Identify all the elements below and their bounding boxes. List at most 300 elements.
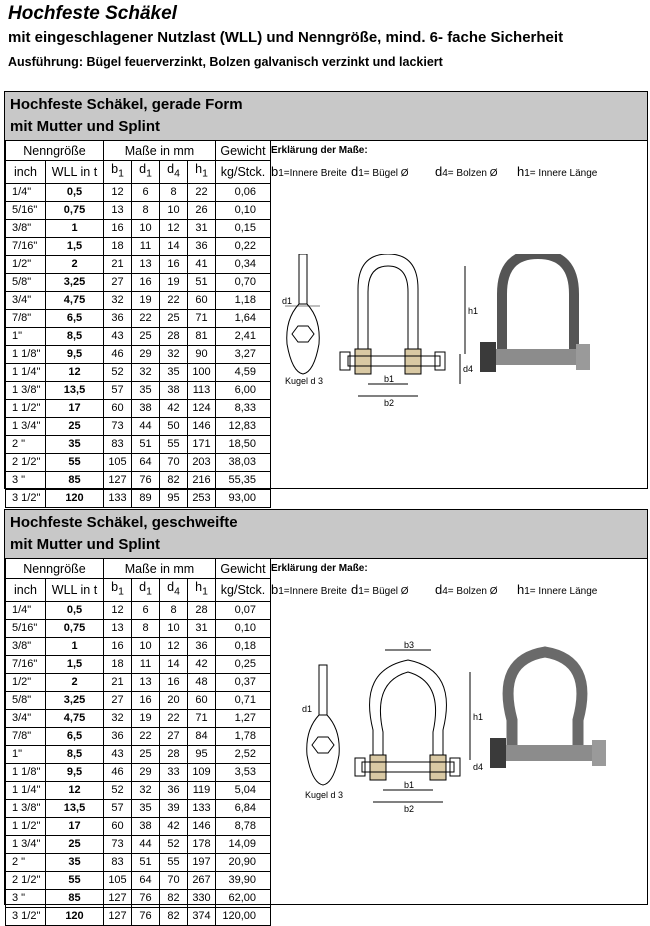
- cell-wll: 8,5: [46, 745, 104, 763]
- cell-inch: 5/16": [6, 201, 46, 219]
- cell-d4: 8: [160, 183, 188, 201]
- cell-inch: 5/8": [6, 691, 46, 709]
- cell-inch: 7/16": [6, 237, 46, 255]
- table-row: [6, 345, 271, 363]
- cell-wll: 1,5: [46, 655, 104, 673]
- cell-h1: 146: [188, 817, 216, 835]
- legend-d4: d4= Bolzen Ø: [435, 164, 498, 179]
- cell-kg: 55,35: [216, 471, 271, 489]
- table-row: [6, 489, 271, 507]
- section-title-line2: mit Mutter und Splint: [10, 536, 160, 553]
- cell-d1: 35: [132, 799, 160, 817]
- cell-d1: 8: [132, 201, 160, 219]
- cell-wll: 13,5: [46, 381, 104, 399]
- cell-h1: 267: [188, 871, 216, 889]
- cell-kg: 0,07: [216, 601, 271, 619]
- table-row: [6, 691, 271, 709]
- cell-h1: 95: [188, 745, 216, 763]
- cell-h1: 84: [188, 727, 216, 745]
- page-title: Hochfeste Schäkel: [8, 3, 177, 24]
- legend-b1: b1=Innere Breite: [271, 582, 347, 597]
- cell-d1: 13: [132, 673, 160, 691]
- cell-d1: 29: [132, 345, 160, 363]
- cell-inch: 1 1/2": [6, 817, 46, 835]
- cell-b1: 36: [104, 727, 132, 745]
- table-row: [6, 763, 271, 781]
- cell-b1: 105: [104, 871, 132, 889]
- table-row: [6, 309, 271, 327]
- legend-d1: d1= Bügel Ø: [351, 582, 409, 597]
- table-row: [6, 835, 271, 853]
- cell-inch: 1/2": [6, 673, 46, 691]
- cell-h1: 119: [188, 781, 216, 799]
- cell-wll: 1: [46, 637, 104, 655]
- cell-h1: 330: [188, 889, 216, 907]
- header-wll: WLL in t: [46, 161, 104, 184]
- section-title-line1: Hochfeste Schäkel, geschweifte: [10, 514, 238, 531]
- cell-inch: 3 1/2": [6, 907, 46, 925]
- cell-d4: 95: [160, 489, 188, 507]
- cell-d4: 70: [160, 453, 188, 471]
- cell-b1: 105: [104, 453, 132, 471]
- cell-wll: 3,25: [46, 273, 104, 291]
- cell-wll: 0,75: [46, 619, 104, 637]
- cell-h1: 109: [188, 763, 216, 781]
- cell-kg: 93,00: [216, 489, 271, 507]
- table-row: [6, 291, 271, 309]
- header-weight: Gewicht: [216, 141, 271, 161]
- cell-d1: 32: [132, 363, 160, 381]
- header-weight: Gewicht: [216, 559, 271, 579]
- cell-wll: 9,5: [46, 763, 104, 781]
- cell-h1: 146: [188, 417, 216, 435]
- cell-b1: 12: [104, 183, 132, 201]
- cell-b1: 13: [104, 619, 132, 637]
- cell-kg: 4,59: [216, 363, 271, 381]
- cell-kg: 0,70: [216, 273, 271, 291]
- cell-d1: 76: [132, 471, 160, 489]
- section-title-line2: mit Mutter und Splint: [10, 118, 160, 135]
- cell-inch: 1 3/8": [6, 799, 46, 817]
- cell-h1: 36: [188, 637, 216, 655]
- cell-kg: 8,78: [216, 817, 271, 835]
- cell-wll: 2: [46, 255, 104, 273]
- cell-d1: 76: [132, 907, 160, 925]
- cell-h1: 216: [188, 471, 216, 489]
- cell-wll: 12: [46, 781, 104, 799]
- legend-d1: d1= Bügel Ø: [351, 164, 409, 179]
- cell-d1: 89: [132, 489, 160, 507]
- cell-d1: 51: [132, 435, 160, 453]
- cell-b1: 27: [104, 273, 132, 291]
- cell-inch: 7/8": [6, 727, 46, 745]
- cell-d1: 32: [132, 781, 160, 799]
- cell-b1: 57: [104, 799, 132, 817]
- cell-h1: 171: [188, 435, 216, 453]
- cell-d1: 10: [132, 219, 160, 237]
- header-size: Nenngröße: [6, 559, 104, 579]
- cell-h1: 31: [188, 619, 216, 637]
- cell-d4: 82: [160, 907, 188, 925]
- cell-inch: 1": [6, 745, 46, 763]
- cell-inch: 3/4": [6, 709, 46, 727]
- cell-d1: 16: [132, 691, 160, 709]
- cell-wll: 12: [46, 363, 104, 381]
- table-row: [6, 453, 271, 471]
- table-row: [6, 327, 271, 345]
- cell-b1: 73: [104, 417, 132, 435]
- cell-b1: 32: [104, 291, 132, 309]
- cell-b1: 127: [104, 907, 132, 925]
- cell-d1: 19: [132, 291, 160, 309]
- table-row: [6, 601, 271, 619]
- legend-h1: h1= Innere Länge: [517, 582, 598, 597]
- cell-kg: 0,06: [216, 183, 271, 201]
- header-b1: $b_1$: [104, 579, 132, 602]
- cell-h1: 253: [188, 489, 216, 507]
- cell-inch: 1 1/4": [6, 781, 46, 799]
- cell-b1: 52: [104, 363, 132, 381]
- header-size: Nenngröße: [6, 141, 104, 161]
- cell-d4: 39: [160, 799, 188, 817]
- cell-kg: 0,22: [216, 237, 271, 255]
- cell-h1: 26: [188, 201, 216, 219]
- table-row: [6, 853, 271, 871]
- cell-b1: 127: [104, 471, 132, 489]
- cell-d1: 44: [132, 835, 160, 853]
- cell-wll: 35: [46, 853, 104, 871]
- cell-b1: 46: [104, 763, 132, 781]
- cell-d1: 6: [132, 601, 160, 619]
- header-dims: Maße in mm: [104, 141, 216, 161]
- section-title: [5, 510, 647, 559]
- shackle-front-view: [340, 254, 465, 396]
- cell-wll: 6,5: [46, 309, 104, 327]
- table-row: [6, 889, 271, 907]
- cell-d1: 38: [132, 399, 160, 417]
- cell-kg: 2,41: [216, 327, 271, 345]
- cell-d4: 35: [160, 363, 188, 381]
- cell-d1: 25: [132, 745, 160, 763]
- cell-inch: 2 ": [6, 853, 46, 871]
- cell-wll: 2: [46, 673, 104, 691]
- cell-d1: 35: [132, 381, 160, 399]
- cell-wll: 8,5: [46, 327, 104, 345]
- cell-kg: 1,64: [216, 309, 271, 327]
- page-subtitle: mit eingeschlagener Nutzlast (WLL) und Nenngröße, mind. 6- fache Sicherheit: [8, 29, 564, 46]
- cell-d4: 12: [160, 219, 188, 237]
- cell-kg: 14,09: [216, 835, 271, 853]
- cell-h1: 31: [188, 219, 216, 237]
- table-row: [6, 399, 271, 417]
- cell-inch: 2 ": [6, 435, 46, 453]
- cell-wll: 1,5: [46, 237, 104, 255]
- bow-shackle-photo: [508, 652, 582, 750]
- cell-b1: 32: [104, 709, 132, 727]
- header-dims: Maße in mm: [104, 559, 216, 579]
- section-straight-shackle: [4, 91, 648, 504]
- table-row: [6, 871, 271, 889]
- cell-inch: 1/4": [6, 601, 46, 619]
- cell-d4: 12: [160, 637, 188, 655]
- label-kugel: Kugel d 3: [305, 790, 344, 800]
- cell-h1: 48: [188, 673, 216, 691]
- cell-kg: 0,37: [216, 673, 271, 691]
- cell-inch: 1 3/4": [6, 835, 46, 853]
- cell-kg: 20,90: [216, 853, 271, 871]
- cell-wll: 35: [46, 435, 104, 453]
- cell-b1: 18: [104, 237, 132, 255]
- spec-table: [5, 140, 271, 508]
- table-row: [6, 817, 271, 835]
- cell-inch: 1 1/8": [6, 763, 46, 781]
- cell-b1: 57: [104, 381, 132, 399]
- cell-d1: 16: [132, 273, 160, 291]
- cell-d1: 11: [132, 655, 160, 673]
- section-title: [5, 92, 647, 141]
- label-h1: h1: [473, 712, 484, 722]
- cell-b1: 133: [104, 489, 132, 507]
- cell-b1: 13: [104, 201, 132, 219]
- cell-wll: 13,5: [46, 799, 104, 817]
- cell-d4: 10: [160, 619, 188, 637]
- cell-d4: 28: [160, 327, 188, 345]
- section-bow-shackle: [4, 509, 648, 922]
- cell-d4: 16: [160, 673, 188, 691]
- header-h1: $h_1$: [188, 579, 216, 602]
- cell-b1: 127: [104, 889, 132, 907]
- cell-d4: 38: [160, 381, 188, 399]
- cell-d4: 16: [160, 255, 188, 273]
- cell-h1: 42: [188, 655, 216, 673]
- cell-d1: 64: [132, 871, 160, 889]
- cell-wll: 17: [46, 399, 104, 417]
- cell-h1: 71: [188, 709, 216, 727]
- table-row: [6, 381, 271, 399]
- cell-inch: 2 1/2": [6, 871, 46, 889]
- cell-d4: 55: [160, 853, 188, 871]
- cell-b1: 52: [104, 781, 132, 799]
- cell-h1: 81: [188, 327, 216, 345]
- cell-d4: 42: [160, 817, 188, 835]
- cell-d4: 33: [160, 763, 188, 781]
- cell-kg: 0,18: [216, 637, 271, 655]
- cell-wll: 4,75: [46, 709, 104, 727]
- cell-b1: 21: [104, 673, 132, 691]
- cell-d4: 52: [160, 835, 188, 853]
- label-h1: h1: [468, 306, 479, 316]
- cell-b1: 83: [104, 435, 132, 453]
- table-row: [6, 745, 271, 763]
- cell-d4: 50: [160, 417, 188, 435]
- cell-inch: 3 1/2": [6, 489, 46, 507]
- legend-b1: b1=Innere Breite: [271, 164, 347, 179]
- cell-kg: 38,03: [216, 453, 271, 471]
- cell-h1: 197: [188, 853, 216, 871]
- cell-wll: 0,5: [46, 183, 104, 201]
- cell-d4: 70: [160, 871, 188, 889]
- cell-b1: 18: [104, 655, 132, 673]
- cell-b1: 73: [104, 835, 132, 853]
- label-d4: d4: [463, 364, 474, 374]
- cell-kg: 0,10: [216, 201, 271, 219]
- cell-wll: 120: [46, 907, 104, 925]
- spec-table: [5, 558, 271, 926]
- cell-inch: 5/16": [6, 619, 46, 637]
- cell-inch: 1 1/2": [6, 399, 46, 417]
- cell-d4: 19: [160, 273, 188, 291]
- label-kugel: Kugel d 3: [285, 376, 324, 386]
- cell-wll: 1: [46, 219, 104, 237]
- cell-inch: 2 1/2": [6, 453, 46, 471]
- cell-h1: 36: [188, 237, 216, 255]
- cell-inch: 3/8": [6, 637, 46, 655]
- cell-wll: 6,5: [46, 727, 104, 745]
- cell-kg: 3,53: [216, 763, 271, 781]
- cell-wll: 4,75: [46, 291, 104, 309]
- cell-d4: 42: [160, 399, 188, 417]
- cell-wll: 55: [46, 871, 104, 889]
- cell-b1: 21: [104, 255, 132, 273]
- header-inch: inch: [6, 579, 46, 602]
- cell-wll: 9,5: [46, 345, 104, 363]
- cell-d4: 22: [160, 291, 188, 309]
- label-d1: d1: [282, 296, 293, 306]
- header-inch: inch: [6, 161, 46, 184]
- table-row: [6, 363, 271, 381]
- cell-b1: 27: [104, 691, 132, 709]
- cell-kg: 1,18: [216, 291, 271, 309]
- header-kg: kg/Stck.: [216, 579, 271, 602]
- cell-d4: 36: [160, 781, 188, 799]
- table-row: [6, 219, 271, 237]
- cell-h1: 178: [188, 835, 216, 853]
- cell-b1: 43: [104, 327, 132, 345]
- cell-h1: 113: [188, 381, 216, 399]
- section-title-line1: Hochfeste Schäkel, gerade Form: [10, 96, 243, 113]
- table-row: [6, 799, 271, 817]
- table-row: [6, 673, 271, 691]
- cell-kg: 8,33: [216, 399, 271, 417]
- cell-b1: 60: [104, 817, 132, 835]
- table-row: [6, 619, 271, 637]
- cell-d1: 13: [132, 255, 160, 273]
- table-row: [6, 637, 271, 655]
- cell-inch: 3 ": [6, 889, 46, 907]
- cell-d4: 32: [160, 345, 188, 363]
- cell-kg: 0,34: [216, 255, 271, 273]
- cell-d4: 8: [160, 601, 188, 619]
- cell-b1: 60: [104, 399, 132, 417]
- cell-kg: 5,04: [216, 781, 271, 799]
- cell-d4: 10: [160, 201, 188, 219]
- shackle-side-body: [299, 254, 307, 304]
- header-h1: $h_1$: [188, 161, 216, 184]
- table-row: [6, 435, 271, 453]
- cell-b1: 43: [104, 745, 132, 763]
- cell-wll: 25: [46, 835, 104, 853]
- cell-d1: 44: [132, 417, 160, 435]
- cell-wll: 17: [46, 817, 104, 835]
- header-wll: WLL in t: [46, 579, 104, 602]
- cell-b1: 12: [104, 601, 132, 619]
- cell-d1: 29: [132, 763, 160, 781]
- table-row: [6, 237, 271, 255]
- table-row: [6, 471, 271, 489]
- cell-h1: 41: [188, 255, 216, 273]
- label-b2: b2: [404, 804, 415, 814]
- cell-h1: 133: [188, 799, 216, 817]
- bow-shackle-drawing: [300, 640, 620, 815]
- cell-d1: 11: [132, 237, 160, 255]
- table-row: [6, 907, 271, 925]
- cell-b1: 46: [104, 345, 132, 363]
- cell-d4: 28: [160, 745, 188, 763]
- cell-h1: 51: [188, 273, 216, 291]
- cell-h1: 374: [188, 907, 216, 925]
- cell-wll: 85: [46, 889, 104, 907]
- cell-inch: 5/8": [6, 273, 46, 291]
- header-kg: kg/Stck.: [216, 161, 271, 184]
- cell-b1: 16: [104, 637, 132, 655]
- label-b1: b1: [384, 374, 395, 384]
- legend-d4: d4= Bolzen Ø: [435, 582, 498, 597]
- cell-inch: 1 1/4": [6, 363, 46, 381]
- label-b3: b3: [404, 640, 415, 650]
- cell-wll: 85: [46, 471, 104, 489]
- cell-inch: 3/8": [6, 219, 46, 237]
- cell-kg: 6,00: [216, 381, 271, 399]
- cell-wll: 120: [46, 489, 104, 507]
- cell-d1: 25: [132, 327, 160, 345]
- label-d1: d1: [302, 704, 313, 714]
- cell-kg: 1,78: [216, 727, 271, 745]
- cell-d1: 19: [132, 709, 160, 727]
- cell-inch: 3 ": [6, 471, 46, 489]
- cell-inch: 1": [6, 327, 46, 345]
- cell-kg: 62,00: [216, 889, 271, 907]
- header-d1: $d_1$: [132, 579, 160, 602]
- execution-note: Ausführung: Bügel feuerverzinkt, Bolzen galvanisch verzinkt und lackiert: [8, 55, 443, 69]
- cell-inch: 1 3/8": [6, 381, 46, 399]
- cell-d4: 82: [160, 471, 188, 489]
- cell-h1: 203: [188, 453, 216, 471]
- cell-d4: 14: [160, 237, 188, 255]
- cell-inch: 3/4": [6, 291, 46, 309]
- legend-h1: h1= Innere Länge: [517, 164, 598, 179]
- cell-d1: 51: [132, 853, 160, 871]
- cell-d4: 20: [160, 691, 188, 709]
- cell-wll: 55: [46, 453, 104, 471]
- cell-kg: 3,27: [216, 345, 271, 363]
- cell-h1: 60: [188, 691, 216, 709]
- header-d4: $d_4$: [160, 161, 188, 184]
- cell-h1: 90: [188, 345, 216, 363]
- cell-h1: 124: [188, 399, 216, 417]
- cell-d1: 38: [132, 817, 160, 835]
- cell-kg: 0,25: [216, 655, 271, 673]
- header-d4: $d_4$: [160, 579, 188, 602]
- legend-heading: Erklärung der Maße:: [271, 563, 368, 574]
- cell-d1: 6: [132, 183, 160, 201]
- legend-heading: Erklärung der Maße:: [271, 145, 368, 156]
- cell-b1: 16: [104, 219, 132, 237]
- cell-d1: 8: [132, 619, 160, 637]
- cell-d1: 10: [132, 637, 160, 655]
- table-row: [6, 201, 271, 219]
- cell-kg: 0,71: [216, 691, 271, 709]
- cell-d4: 82: [160, 889, 188, 907]
